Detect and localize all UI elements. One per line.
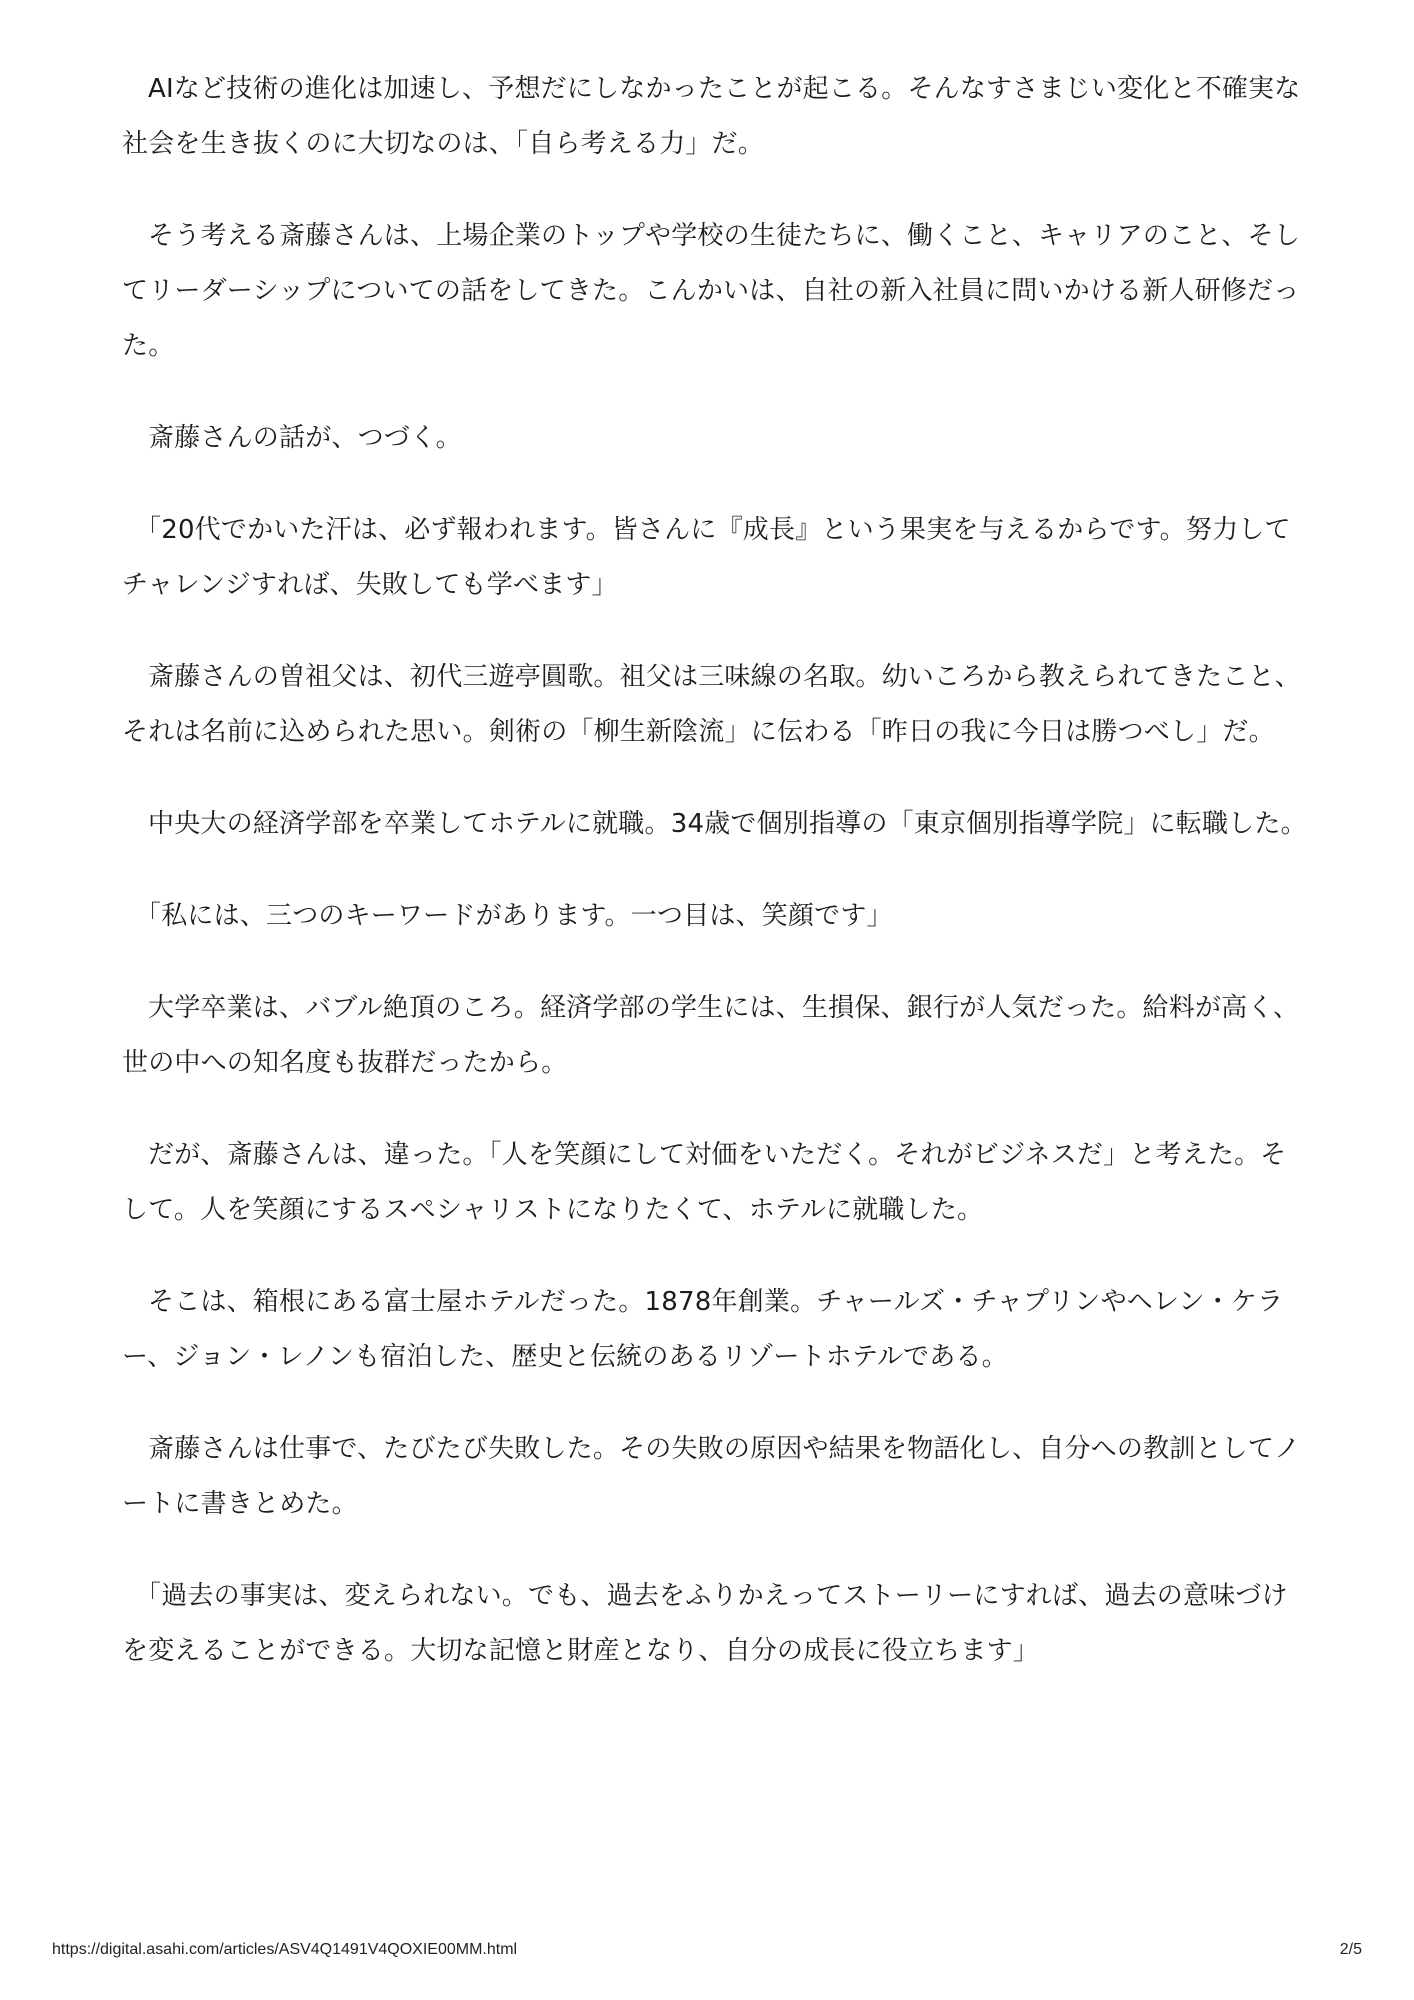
article-body (122, 62, 1312, 1716)
paragraph: 中央大の経済学部を卒業してホテルに就職。34歳で個別指導の「東京個別指導学院」に転職した。 (148, 809, 1307, 839)
paragraph: 斎藤さんの話が、つづく。 (148, 423, 462, 453)
paragraph: 斎藤さんの曽祖父は、初代三遊亭圓歌。祖父は三味線の名取。幼いころから教えられてきたこと、それは名前に込められた思い。剣術の「柳生新陰流」に伝わる「昨日の我に今日は勝つべし」だ。 (122, 662, 1301, 747)
paragraph: AIなど技術の進化は加速し、予想だにしなかったことが起こる。そんなすさまじい変化と不確実な社会を生き抜くのに大切なのは、「自ら考える力」だ。 (122, 74, 1301, 159)
footer-url[interactable]: https://digital.asahi.com/articles/ASV4Q1491V4QOXIE00MM.html (52, 1941, 518, 1958)
quote-paragraph: 「20代でかいた汗は、必ず報われます。皆さんに『成長』という果実を与えるからです。努力してチャレンジすれば、失敗しても学べます」 (122, 515, 1291, 600)
quote-paragraph: 「私には、三つのキーワードがあります。一つ目は、笑顔です」 (135, 901, 893, 931)
page-number: 2/5 (1339, 1941, 1362, 1958)
paragraph: だが、斎藤さんは、違った。「人を笑顔にして対価をいただく。それがビジネスだ」と考えた。そして。人を笑顔にするスペシャリストになりたくて、ホテルに就職した。 (122, 1140, 1287, 1225)
paragraph: そこは、箱根にある富士屋ホテルだった。1878年創業。チャールズ・チャプリンやヘレン・ケラー、ジョン・レノンも宿泊した、歴史と伝統のあるリゾートホテルである。 (122, 1287, 1284, 1372)
paragraph: そう考える斎藤さんは、上場企業のトップや学校の生徒たちに、働くこと、キャリアのこと、そしてリーダーシップについての話をしてきた。こんかいは、自社の新入社員に問いかける新人研修だった。 (122, 221, 1301, 361)
paragraph: 大学卒業は、バブル絶頂のころ。経済学部の学生には、生損保、銀行が人気だった。給料が高く、世の中への知名度も抜群だったから。 (122, 993, 1300, 1078)
paragraph: 斎藤さんは仕事で、たびたび失敗した。その失敗の原因や結果を物語化し、自分への教訓としてノートに書きとめた。 (122, 1434, 1301, 1519)
quote-paragraph: 「過去の事実は、変えられない。でも、過去をふりかえってストーリーにすれば、過去の意味づけを変えることができる。大切な記憶と財産となり、自分の成長に役立ちます」 (122, 1581, 1288, 1666)
